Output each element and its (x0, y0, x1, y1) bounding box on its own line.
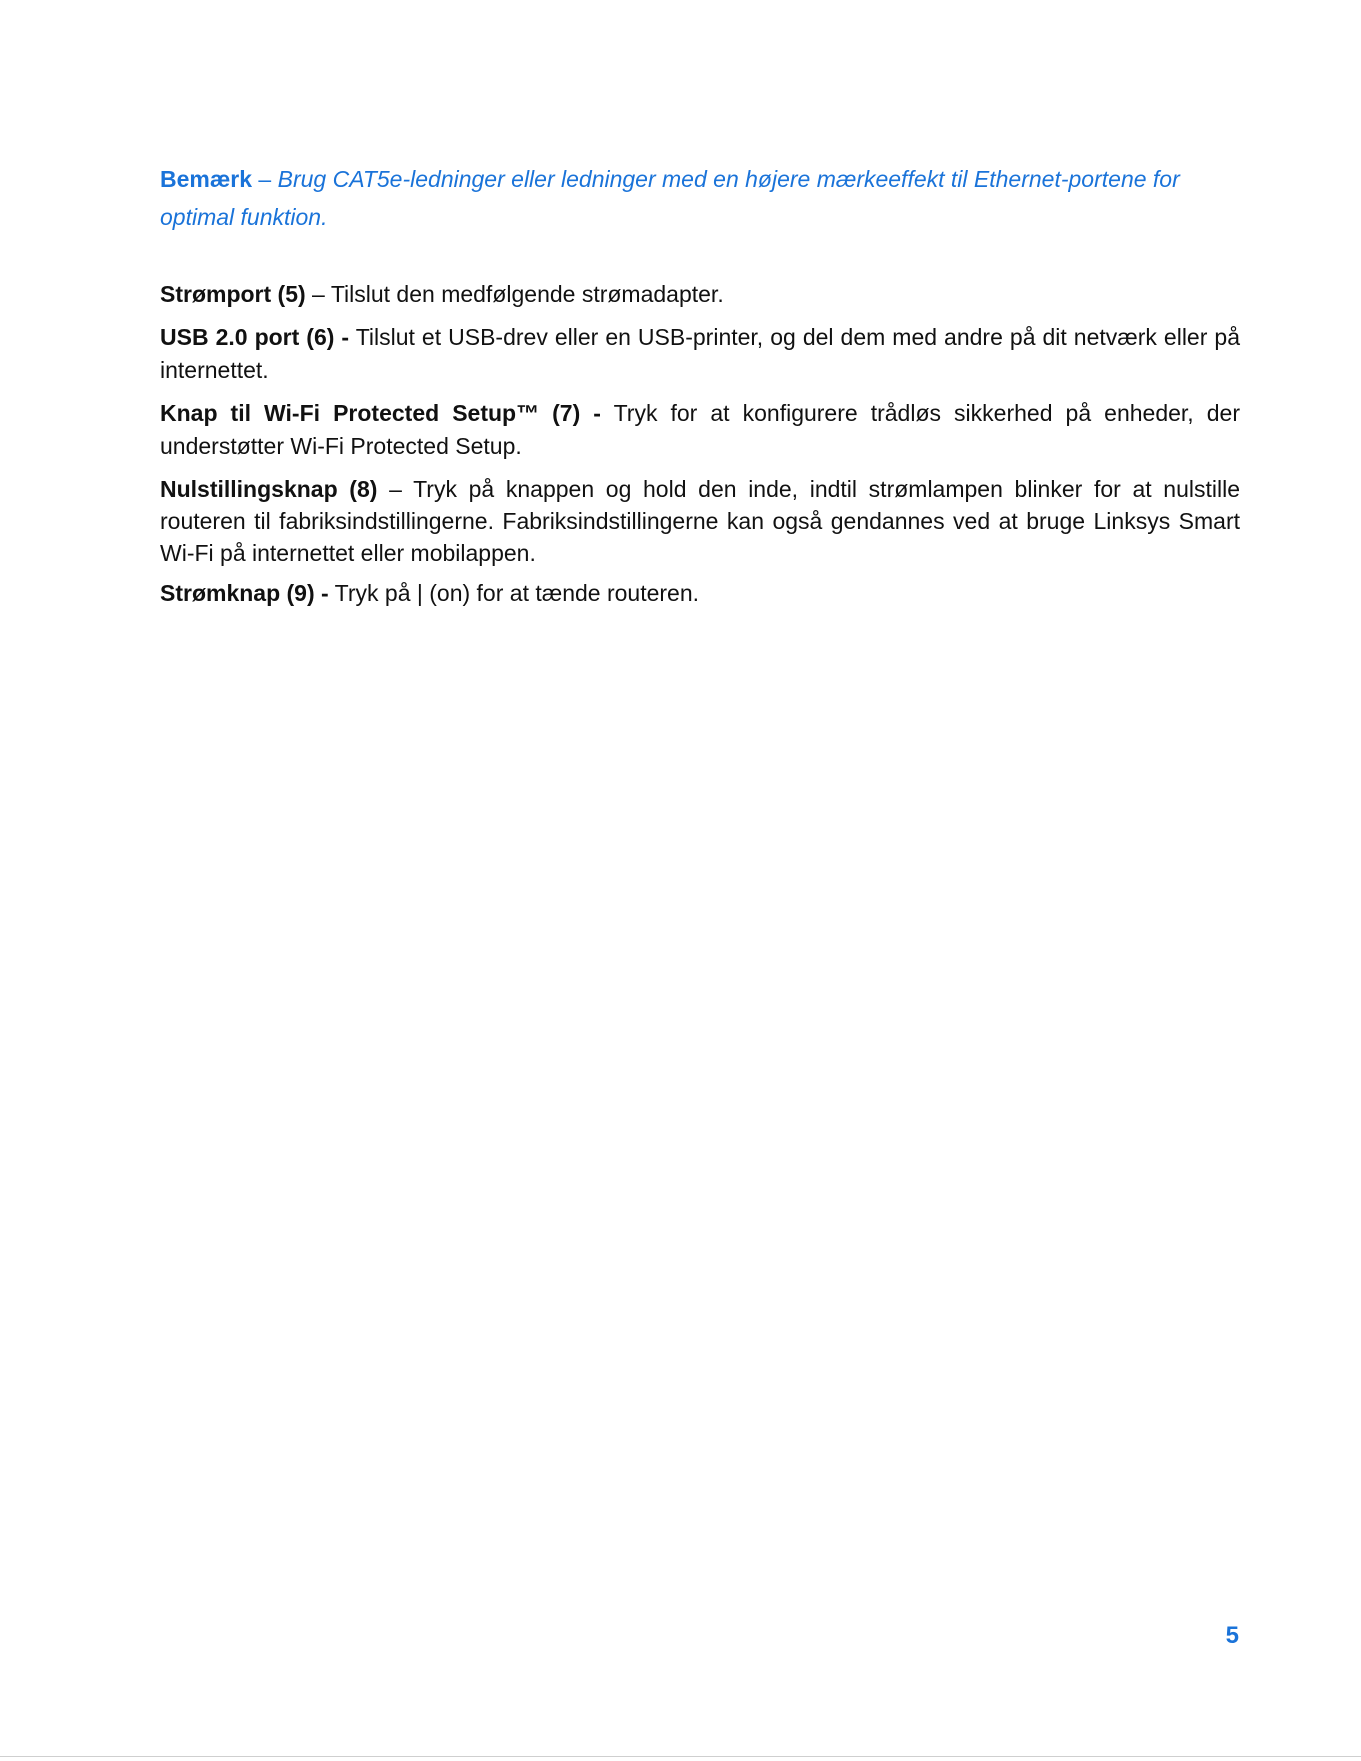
note-label: Bemærk (160, 166, 253, 192)
item-text: Tilslut den medfølgende strømadapter. (330, 281, 724, 307)
page-content (160, 160, 1240, 620)
item-usb-port (160, 321, 1240, 387)
footer-rule (0, 1756, 1361, 1757)
note-paragraph (160, 160, 1240, 236)
item-term: USB 2.0 port (6) - (160, 324, 350, 350)
page-number: 5 (1225, 1622, 1239, 1649)
item-separator: – (377, 476, 414, 502)
item-power-button (160, 577, 1240, 610)
item-term: Knap til Wi-Fi Protected Setup™ (7) - (160, 400, 601, 426)
item-term: Strømport (5) (160, 281, 306, 307)
item-reset-button (160, 473, 1240, 569)
note-separator: – (252, 166, 278, 192)
item-power-port (160, 278, 1240, 311)
item-text: Tryk på knappen og hold den inde, indtil strømlampen blinker for at nulstille routeren til fabriksindstillingerne. Fabriksindstillingerne kan også gendannes ved at bruge Linksys Smart Wi-Fi på internettet eller mobilappen. (160, 476, 1240, 566)
item-text: Tryk på | (on) for at tænde routeren. (334, 580, 700, 606)
item-text: Tilslut et USB-drev eller en USB-printer, og del dem med andre på dit netværk eller på internettet. (160, 324, 1240, 383)
item-term: Strømknap (9) - (160, 580, 329, 606)
item-text: Tryk for at konfigurere trådløs sikkerhed på enheder, der understøtter Wi-Fi Protected Setup. (160, 400, 1240, 459)
note-text: Brug CAT5e-ledninger eller ledninger med en højere mærkeeffekt til Ethernet-portene for optimal funktion. (160, 166, 1180, 230)
item-wps-button (160, 397, 1240, 463)
item-separator (349, 324, 356, 350)
item-term: Nulstillingsknap (8) (160, 476, 378, 502)
item-separator: – (305, 281, 331, 307)
item-separator (601, 400, 614, 426)
